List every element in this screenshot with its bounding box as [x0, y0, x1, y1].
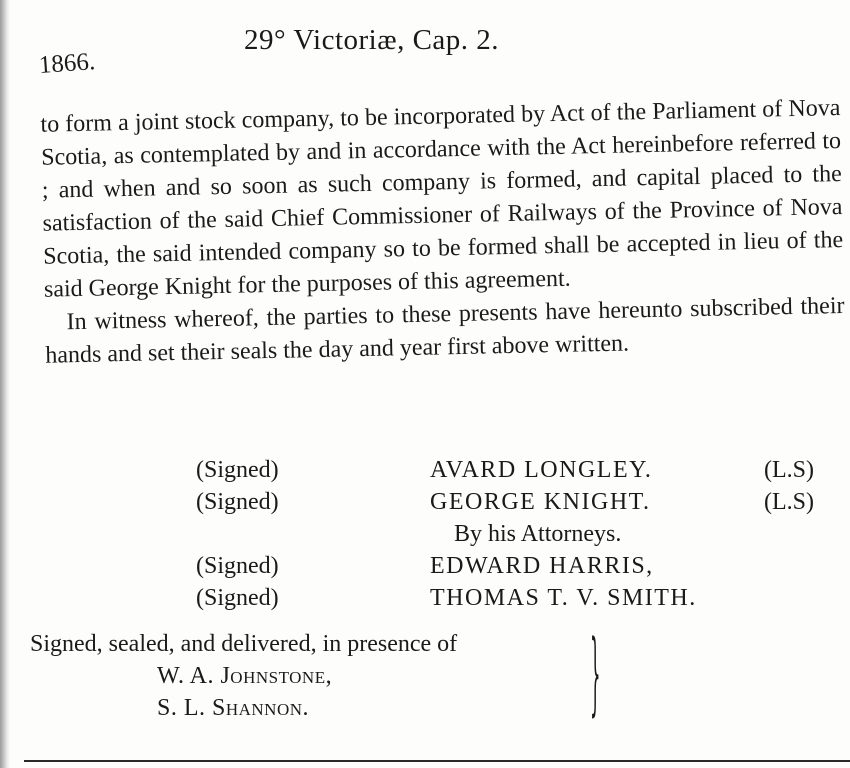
signature-row [196, 582, 846, 614]
attorney-note-row [196, 518, 846, 550]
running-title: 29° Victoriæ, Cap. 2. [244, 24, 500, 56]
body-paragraph: In witness whereof, the parties to these presents have hereunto subscribed their hands and set their seals the day and year first above written. [45, 292, 845, 369]
signature-row [196, 454, 846, 486]
signed-label: (Signed) [196, 553, 279, 579]
signatory-name: THOMAS T. V. SMITH. [430, 585, 697, 611]
witness-name: S. L. Shannon. [157, 695, 310, 721]
witness-name: W. A. Johnstone, [157, 663, 333, 689]
seal-mark: (L.S) [764, 457, 814, 483]
signature-row [196, 550, 846, 582]
signatory-name: EDWARD HARRIS, [430, 553, 654, 579]
page-binding-edge [0, 0, 10, 768]
witness-brace: } [590, 623, 601, 728]
seal-mark: (L.S) [764, 489, 814, 515]
attorney-note: By his Attorneys. [454, 521, 622, 547]
body-paragraph: to form a joint stock company, to be incorporated by Act of the Parliament of Nova Scotia, as contemplated by and in accordance with the Act hereinbefore referred to ; and when and so soon as such company is formed, and capital placed to the satisfaction of the said Chief Commissioner of Railways of the Province of Nova Scotia, the said intended company so to be formed shall be accepted in lieu of the said George Knight for the purposes of this agreement. [40, 94, 844, 303]
witness-heading: Signed, sealed, and delivered, in presence of [30, 631, 458, 657]
signature-block [196, 454, 846, 614]
signatory-name: GEORGE KNIGHT. [430, 489, 651, 515]
witness-block [30, 623, 630, 728]
signed-label: (Signed) [196, 457, 279, 483]
page-year: 1866. [38, 48, 96, 79]
body-text [40, 92, 845, 373]
signed-label: (Signed) [196, 489, 279, 515]
bottom-rule [24, 760, 850, 762]
signed-label: (Signed) [196, 585, 279, 611]
signature-row [196, 486, 846, 518]
signatory-name: AVARD LONGLEY. [430, 457, 653, 483]
